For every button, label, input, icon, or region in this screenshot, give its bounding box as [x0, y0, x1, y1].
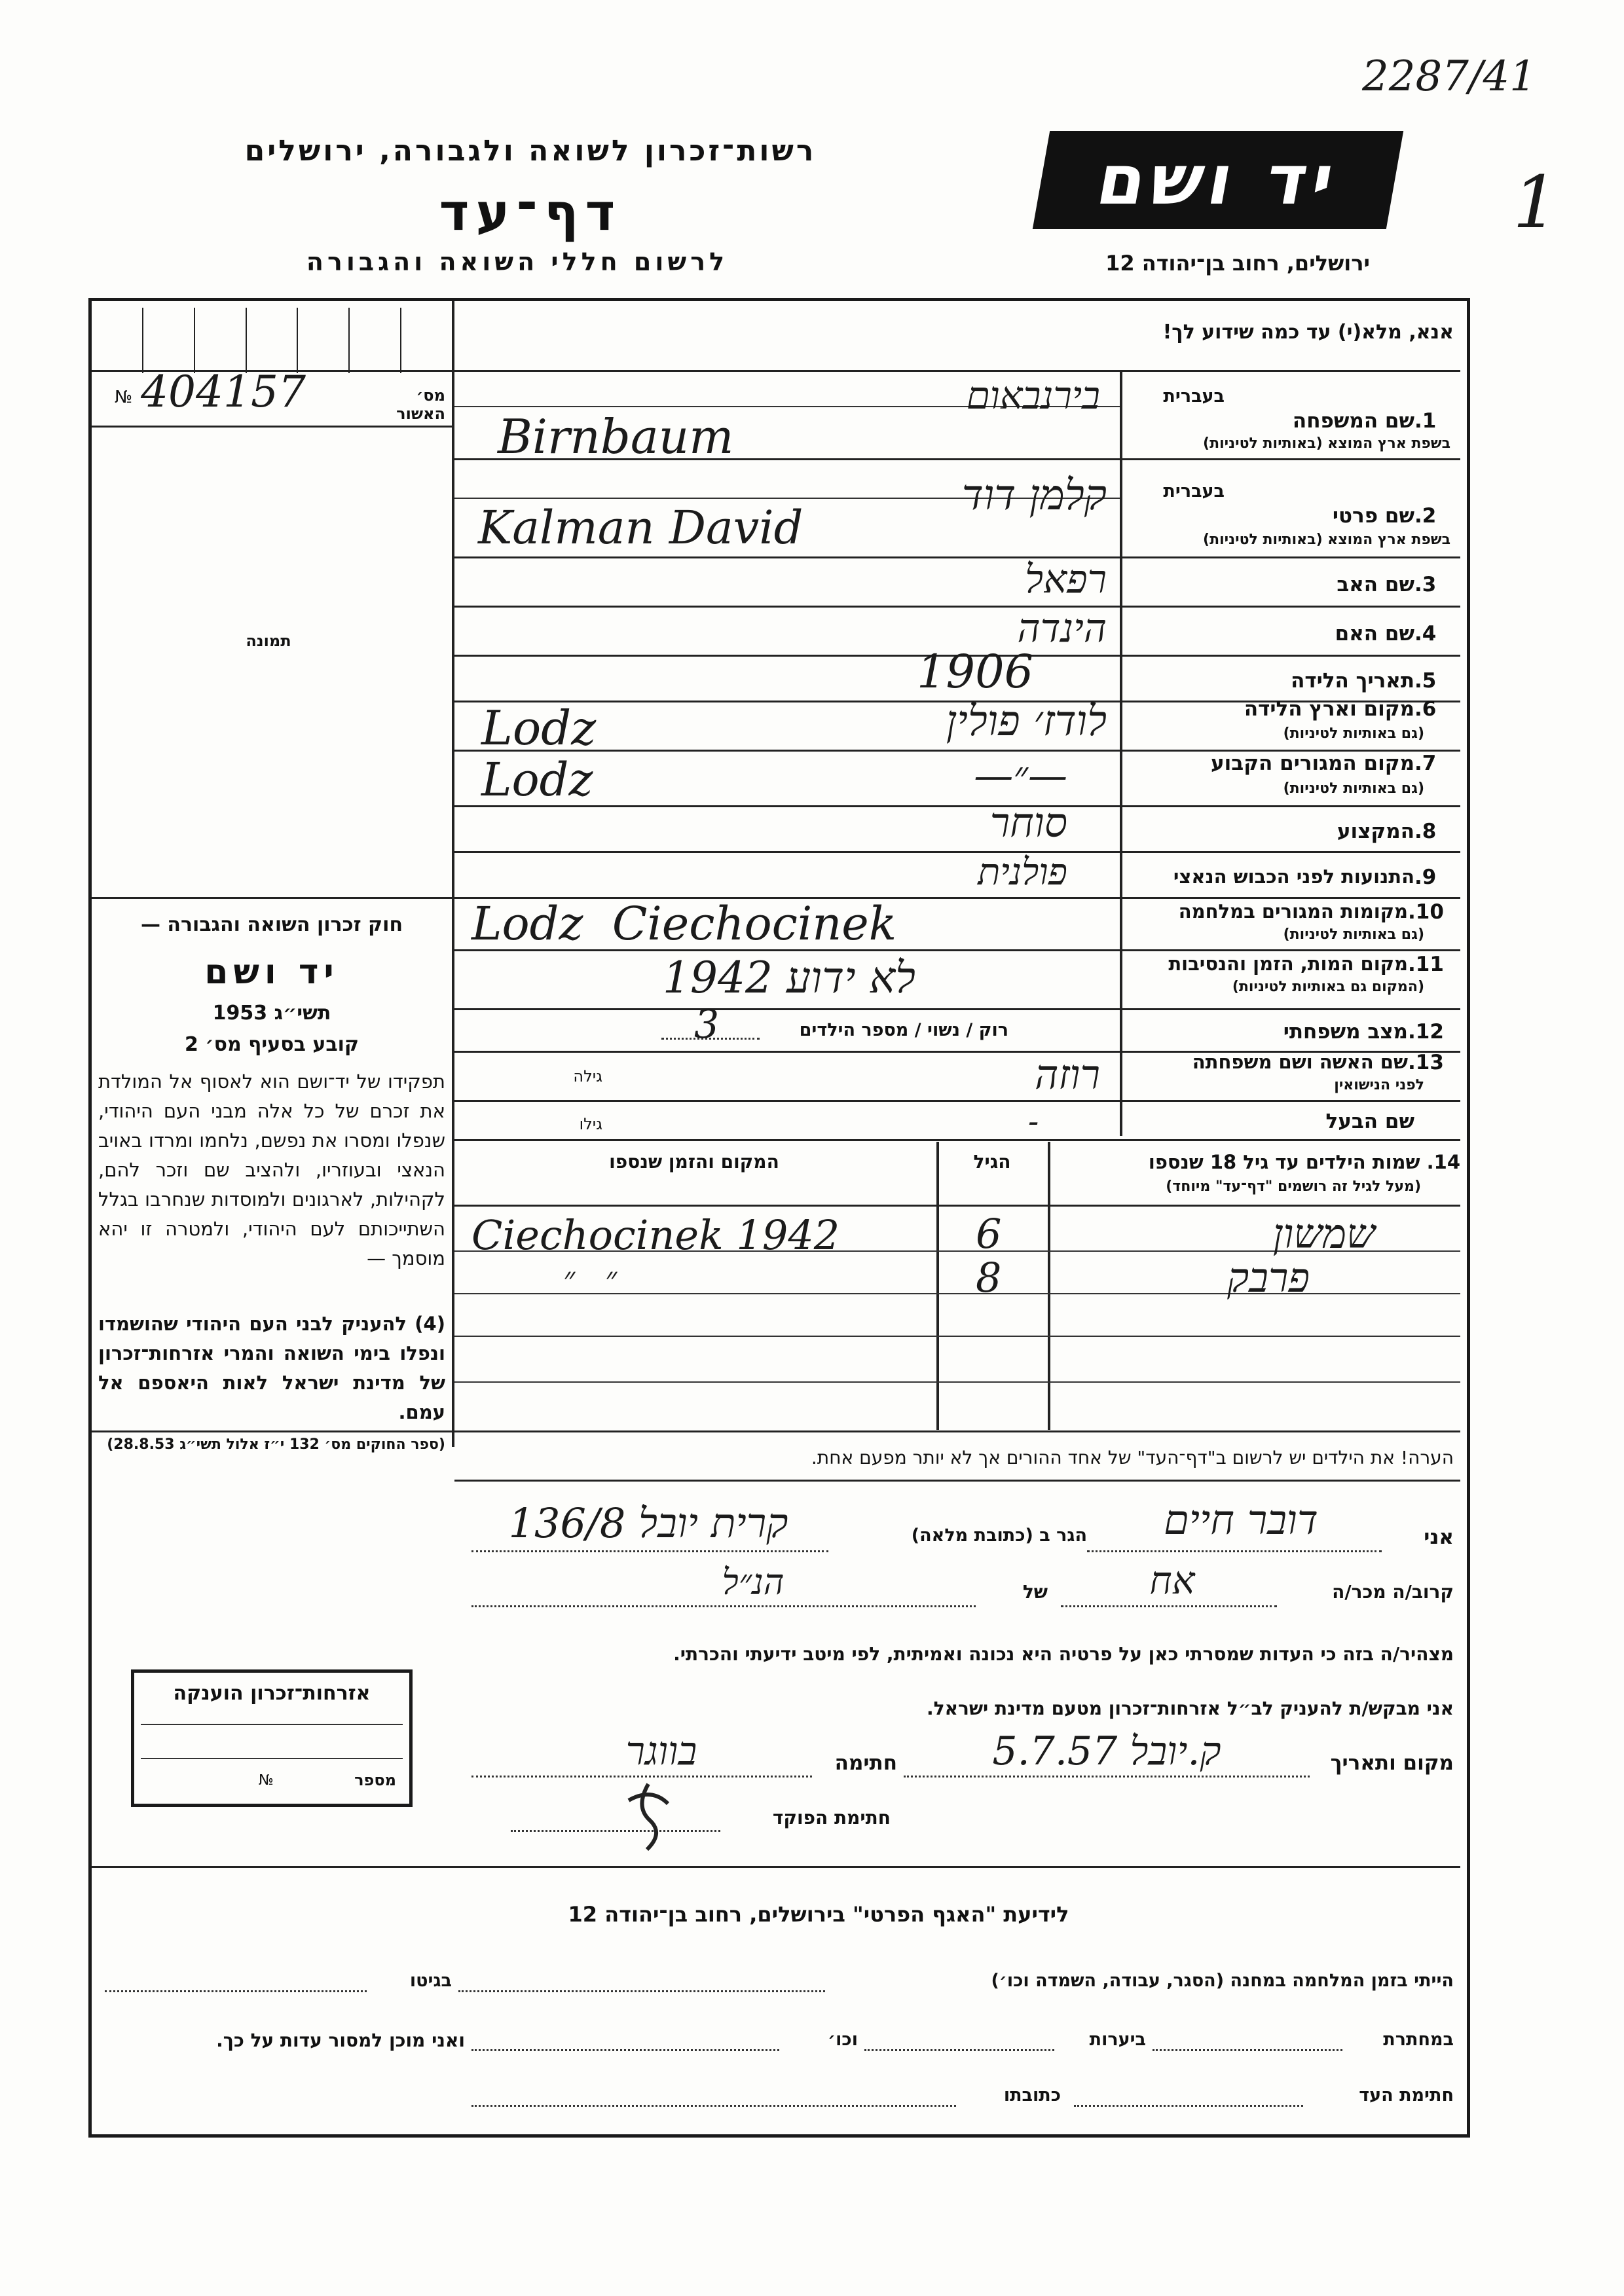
field-10-label: מקומות המגורים במלחמה [1178, 900, 1408, 922]
field-2-value-latin: Kalman David [478, 501, 803, 555]
place-date-label: מקום ותאריך [1330, 1751, 1454, 1775]
field-3-num: 3. [1414, 573, 1437, 596]
declarant-address: קרית יובל 136/8 [508, 1499, 788, 1547]
field-6-sub: (גם באותיות לטיניות) [1283, 725, 1424, 742]
field-12-label: מצב משפחתי [1283, 1020, 1408, 1044]
field-2-sub: בשפת ארץ המוצא (באותיות לטיניות) [1203, 532, 1450, 548]
place-date-value: ק.יובל 5.7.57 [992, 1728, 1221, 1774]
sign-value: בווגר [625, 1728, 697, 1774]
citizenship-number-label: מספר [354, 1771, 396, 1789]
field-11-value: לא ידוע 1942 [662, 953, 915, 1003]
authority-title: רשות־זכרון לשואה ולגבורה, ירושלים [244, 134, 817, 168]
shel-value: הנ״ל [722, 1561, 784, 1603]
field-4-value: הינדה [1017, 606, 1107, 651]
field-2-num: 2. [1414, 504, 1437, 528]
field-4-num: 4. [1414, 622, 1437, 646]
field-13-age-label: גילה [573, 1067, 602, 1085]
ticket-stubs [92, 308, 452, 373]
child-2-age: 8 [976, 1254, 1002, 1302]
field-3-value: רפאל [1025, 556, 1107, 602]
citizenship-number-sign: № [259, 1772, 274, 1789]
husband-value: - [1028, 1103, 1039, 1140]
field-3-label: שם האב [1337, 573, 1414, 596]
law-name: יד ושם [204, 953, 339, 992]
logo-text: יד ושם [1091, 140, 1345, 220]
footer-ghetto: בגיטו [409, 1971, 452, 1991]
field-8-num: 8. [1414, 820, 1437, 843]
declaration-text: מצהיר/ה בזה כי העדות שמסרתי כאן על פרטיה היא נכונה ואמיתית, לפי מיטב ידיעתי והכרתי. [673, 1643, 1454, 1665]
photo-label: תמונה [246, 632, 291, 650]
husband-age-label: גילו [579, 1115, 602, 1133]
header-address: ירושלים, רחוב בן־יהודה 12 [1105, 251, 1370, 276]
field-8-value: סוחר [989, 799, 1067, 847]
field-7-label: מקום המגורים הקבוע [1211, 752, 1414, 775]
field-9-label: התנועות לפני הכבוש הנאצי [1173, 866, 1414, 888]
child-1-place: Ciechocinek 1942 [471, 1211, 840, 1259]
field-6-num: 6. [1414, 697, 1437, 721]
footer-title: לידיעת "האגף הפרטי" בירושלים, רחוב בן־יהודה 12 [568, 1902, 1069, 1927]
field-6-label: מקום וארץ הלידה [1244, 697, 1414, 721]
children-col-place: המקום והזמן שנספו [609, 1151, 779, 1173]
field-13-sub: לפני הנישואין [1334, 1077, 1424, 1093]
field-4-label: שם האם [1335, 622, 1414, 646]
field-11-num: 11. [1408, 953, 1444, 976]
law-item-4: (4) להעניק לבני העם היהודי שהושמדו ונפלו בימי השואה והמרי אזרחות־זכרון של מדינת ישראל לאות היאספם אל עמם. [98, 1313, 445, 1423]
field-2-lang: בעברית [1163, 481, 1225, 501]
form-title: דף־עד [439, 183, 622, 242]
reg-no-label: מס׳ האשור [396, 386, 445, 423]
citizenship-box [131, 1669, 413, 1807]
children-sub: (מעל לגיל זה רושמים "דף־עד" מיוחד) [1166, 1178, 1421, 1195]
footer-underground: במחתרת [1383, 2030, 1454, 2050]
field-1-value: בירנבאום [966, 373, 1100, 418]
field-13-label: שם האשה ושם משפחתה [1192, 1051, 1408, 1073]
field-1-num: 1. [1414, 409, 1437, 433]
field-5-num: 5. [1414, 669, 1437, 693]
field-10-num: 10. [1408, 900, 1444, 924]
field-12-value: 3 [694, 1002, 720, 1048]
field-13-num: 13. [1408, 1051, 1444, 1074]
sign-label: חתימה [834, 1751, 897, 1775]
child-2-name: פרבק [1227, 1254, 1310, 1302]
field-12-options: רוק / נשוי / מספר הילדים [799, 1020, 1008, 1040]
field-1-value-latin: Birnbaum [498, 409, 734, 464]
relation-label: קרוב/ה מכר/ה [1332, 1581, 1454, 1603]
field-11-sub: (המקום גם באותיות לטיניות) [1232, 979, 1424, 995]
field-8-label: המקצוע [1337, 820, 1414, 843]
field-7-value-latin: Lodz [481, 753, 593, 807]
yad-vashem-logo [1033, 131, 1403, 229]
field-5-value: 1906 [917, 645, 1034, 699]
field-1-label: שם המשפחה [1292, 409, 1414, 433]
law-title: חוק זכרון השואה והגבורה — [140, 913, 403, 936]
field-2-label: שם פרטי [1332, 504, 1414, 528]
footer-line1: הייתי בזמן המלחמה במחנה (הסגר, עבודה, השמדה וכו׳) [991, 1971, 1454, 1991]
instruction: אנא, מלא(י) עד כמה שידוע לך! [1162, 321, 1454, 344]
law-text: תפקידו של יד־ושם הוא לאסוף אל המולדת את זכרם של כל אלה מבני העם היהודי, שנפלו ומסרו את נפשם, נלחמו ומרדו באויב הנאצי ובעוזריו, ולהציב שם וזכר להם, לקהילות, לארגונים ולמוסדות שנחרבו בגלל השתייכותם לעם היהודי, ולמטרה זו יהא מוסמך — [98, 1070, 445, 1269]
declarant-name: דובר חיים [1164, 1496, 1318, 1544]
footer-etc: וכו׳ [828, 2030, 858, 2050]
field-13-value: רוזה [1035, 1051, 1100, 1099]
field-7-value: —״— [974, 753, 1067, 799]
field-1-lang: בעברית [1163, 386, 1225, 407]
child-2-place: ״ ״ [563, 1260, 618, 1297]
corner-mark: 1 [1513, 160, 1559, 244]
field-5-label: תאריך הלידה [1291, 669, 1414, 693]
declarant-address-label: הגר ב (כתובת מלאה) [911, 1525, 1087, 1546]
field-1-sub: בשפת ארץ המוצא (באותיות לטיניות) [1203, 435, 1450, 452]
field-11-label: מקום המות, הזמן והנסיבות [1168, 953, 1408, 975]
field-12-num: 12. [1408, 1020, 1444, 1044]
footer-witness-sign: חתימת העד [1359, 2085, 1454, 2105]
relation-value: אח [1149, 1558, 1195, 1603]
law-year: תשי״ג 1953 [212, 1002, 331, 1025]
field-10-sub: (גם באותיות לטיניות) [1283, 926, 1424, 943]
footer-address: כתובתו [1003, 2085, 1061, 2105]
footer-forests: ביערות [1089, 2030, 1146, 2050]
reg-no-sign: № [115, 388, 133, 407]
footer-ready: ואני מוכן למסור עדות על כך. [216, 2030, 465, 2051]
field-7-num: 7. [1414, 752, 1437, 775]
field-9-value: פולנית [978, 851, 1067, 894]
shel-label: של [1022, 1581, 1048, 1603]
form-subtitle: לרשום חללי השואה והגבורה [306, 247, 729, 276]
file-number-mark: 2287/41 [1362, 52, 1536, 101]
husband-label: שם הבעל [1325, 1110, 1414, 1133]
law-source: (ספר החוקים מס׳ 132 י״ז אלול תשי״ג 28.8.53) [107, 1436, 445, 1453]
field-6-value-latin: Lodz [481, 701, 597, 756]
request-text: אני מבקש/ת להעניק לב״ל אזרחות־זכרון מטעם מדינת ישראל. [927, 1698, 1454, 1719]
field-2-value: קלמן דוד [961, 471, 1107, 520]
officer-signature-stroke [622, 1781, 674, 1853]
field-9-num: 9. [1414, 866, 1437, 889]
citizenship-title: אזרחות־זכרון הוענקה [173, 1682, 371, 1705]
declarant-ani-label: אני [1424, 1525, 1454, 1549]
note: הערה! את הילדים יש לרשום ב"דף־העד" של אחד ההורים אך לא יותר מפעם אחת. [811, 1447, 1454, 1468]
reg-no-value: 404157 [141, 367, 306, 417]
child-1-age: 6 [976, 1210, 1002, 1258]
field-6-value: לודז׳ פולין [946, 697, 1107, 746]
children-label: 14. שמות הילדים עד גיל 18 שנספו [1148, 1151, 1460, 1173]
law-section-ref: קובע בסעיף מס׳ 2 [184, 1033, 360, 1056]
field-10-value: Lodz Ciechocinek [471, 897, 897, 951]
officer-sign-label: חתימת הפוקד [772, 1807, 891, 1829]
field-7-sub: (גם באותיות לטיניות) [1283, 780, 1424, 797]
child-1-name: שמשון [1272, 1210, 1375, 1258]
children-col-age: הגיל [973, 1151, 1011, 1173]
